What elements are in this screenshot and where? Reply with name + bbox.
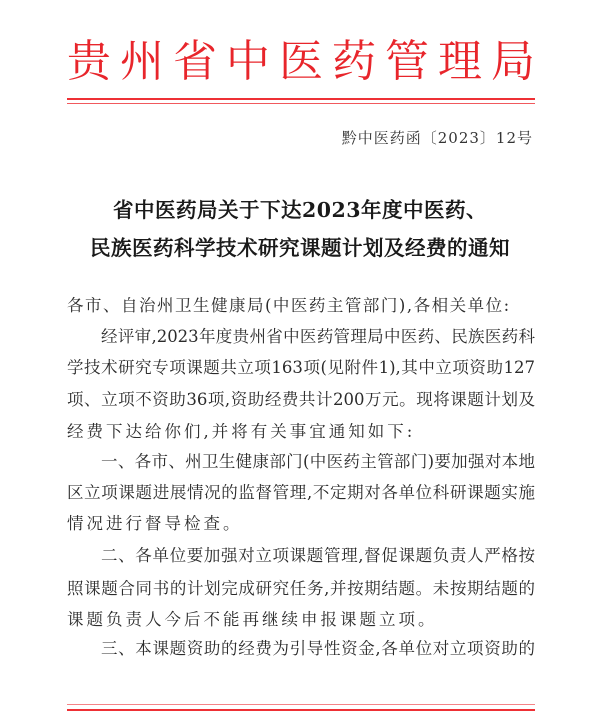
issuing-authority-header: [67, 34, 535, 90]
header-char: 贵: [67, 36, 111, 87]
header-char: 药: [332, 36, 376, 87]
header-divider-thin: [67, 103, 535, 104]
footer-divider-thin: [67, 704, 535, 705]
paragraph-line: 二、各单位要加强对立项课题管理,督促课题负责人严格按: [101, 546, 535, 565]
header-char: 医: [279, 36, 323, 87]
salutation: 各市、自治州卫生健康局(中医药主管部门),各相关单位:: [67, 296, 511, 315]
paragraph-line: 课题负责人今后不能再继续申报课题立项。: [67, 610, 438, 629]
header-char: 理: [438, 36, 482, 87]
document-title-line1: 省中医药局关于下达2023年度中医药、: [112, 198, 488, 222]
paragraph-line: 照课题合同书的计划完成研究任务,并按期结题。未按期结题的: [67, 579, 535, 598]
document-title-line2: 民族医药科学技术研究课题计划及经费的通知: [90, 236, 510, 260]
header-char: 省: [173, 36, 217, 87]
header-char: 州: [120, 36, 164, 87]
header-char: 局: [491, 36, 535, 87]
paragraph-line: 项、立项不资助36项,资助经费共计200万元。现将课题计划及: [67, 390, 535, 409]
paragraph-line: 一、各市、州卫生健康部门(中医药主管部门)要加强对本地: [101, 452, 535, 471]
header-char: 管: [385, 36, 429, 87]
footer-divider-thick: [67, 709, 535, 711]
document-number: 黔中医药函〔2023〕12号: [341, 129, 533, 147]
paragraph-line: 区立项课题进展情况的监督管理,不定期对各单位科研课题实施: [67, 483, 535, 502]
paragraph-line: 经评审,2023年度贵州省中医药管理局中医药、民族医药科: [101, 327, 535, 346]
paragraph-line: 三、本课题资助的经费为引导性资金,各单位对立项资助的: [101, 639, 535, 658]
paragraph-line: 情况进行督导检查。: [67, 514, 243, 533]
header-divider-thick: [67, 98, 535, 100]
paragraph-line: 学技术研究专项课题共立项163项(见附件1),其中立项资助127: [67, 358, 535, 377]
header-char: 中: [226, 36, 270, 87]
paragraph-line: 经费下达给你们,并将有关事宜通知如下:: [67, 422, 416, 441]
